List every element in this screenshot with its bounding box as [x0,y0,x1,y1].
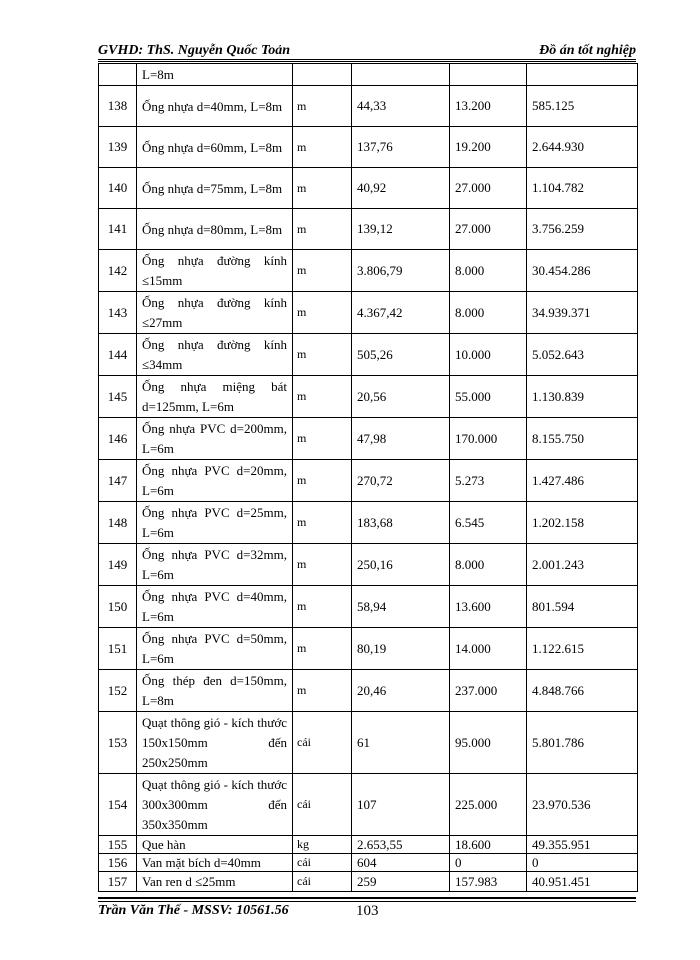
table-row [99,502,638,544]
item-amount: 0 [527,854,638,872]
item-name: Van mặt bích d=40mm [137,854,293,872]
row-number: 148 [99,502,137,544]
item-amount: 1.122.615 [527,628,638,670]
row-number: 138 [99,86,137,127]
item-quantity: 3.806,79 [352,250,450,292]
row-number: 142 [99,250,137,292]
item-unit: m [293,460,352,502]
item-quantity: 270,72 [352,460,450,502]
table-row [99,64,638,86]
table-row [99,86,638,127]
table-row [99,292,638,334]
item-unit: m [293,86,352,127]
item-amount: 1.104.782 [527,168,638,209]
item-name: Ống nhựa PVC d=25mm, L=6m [137,502,293,544]
item-amount: 30.454.286 [527,250,638,292]
item-unit: m [293,127,352,168]
item-name: Quạt thông gió - kích thước 150x150mm đến 250x250mm [137,712,293,774]
item-unit-price: 55.000 [450,376,527,418]
table-row [99,418,638,460]
row-number: 153 [99,712,137,774]
item-quantity: 40,92 [352,168,450,209]
item-unit-price: 6.545 [450,502,527,544]
item-name: Ống nhựa PVC d=50mm, L=6m [137,628,293,670]
table-row [99,670,638,712]
row-number [99,64,137,86]
item-amount: 4.848.766 [527,670,638,712]
item-quantity: 259 [352,872,450,892]
item-amount: 49.355.951 [527,836,638,854]
table-row [99,712,638,774]
item-unit: m [293,250,352,292]
item-name: Ống nhựa d=75mm, L=8m [137,168,293,209]
item-unit: m [293,544,352,586]
item-amount: 40.951.451 [527,872,638,892]
item-unit: m [293,334,352,376]
item-name: Ống nhựa đường kính ≤27mm [137,292,293,334]
item-name: Ống thép đen d=150mm, L=8m [137,670,293,712]
item-unit-price: 237.000 [450,670,527,712]
item-name: Ống nhựa đường kính ≤15mm [137,250,293,292]
row-number: 152 [99,670,137,712]
item-quantity: 139,12 [352,209,450,250]
item-quantity: 61 [352,712,450,774]
item-name: Que hàn [137,836,293,854]
item-unit: m [293,292,352,334]
table-row [99,250,638,292]
item-amount [527,64,638,86]
item-unit-price: 8.000 [450,292,527,334]
table-row [99,544,638,586]
item-name: Ống nhựa PVC d=200mm, L=6m [137,418,293,460]
item-amount: 2.001.243 [527,544,638,586]
item-quantity [352,64,450,86]
item-amount: 1.130.839 [527,376,638,418]
table-row [99,628,638,670]
item-unit: cái [293,712,352,774]
table-row [99,774,638,836]
table-row [99,127,638,168]
item-name: Quạt thông gió - kích thước 300x300mm đến 350x350mm [137,774,293,836]
item-name: Van ren d ≤25mm [137,872,293,892]
item-unit-price: 13.600 [450,586,527,628]
row-number: 155 [99,836,137,854]
item-amount: 801.594 [527,586,638,628]
item-amount: 23.970.536 [527,774,638,836]
item-unit-price: 27.000 [450,209,527,250]
row-number: 139 [99,127,137,168]
item-amount: 1.427.486 [527,460,638,502]
item-name: Ống nhựa đường kính ≤34mm [137,334,293,376]
item-name: Ống nhựa d=40mm, L=8m [137,86,293,127]
row-number: 147 [99,460,137,502]
item-amount: 8.155.750 [527,418,638,460]
item-amount: 3.756.259 [527,209,638,250]
item-unit: cái [293,854,352,872]
row-number: 151 [99,628,137,670]
row-number: 157 [99,872,137,892]
table-row [99,836,638,854]
row-number: 140 [99,168,137,209]
item-unit-price [450,64,527,86]
header-doc-type: Đồ án tốt nghiệp [539,43,636,58]
item-unit-price: 14.000 [450,628,527,670]
item-amount: 5.052.643 [527,334,638,376]
item-quantity: 47,98 [352,418,450,460]
item-unit: m [293,168,352,209]
item-unit-price: 95.000 [450,712,527,774]
item-amount: 1.202.158 [527,502,638,544]
item-quantity: 505,26 [352,334,450,376]
item-quantity: 58,94 [352,586,450,628]
header-rule [98,59,636,62]
item-unit: cái [293,872,352,892]
item-unit: m [293,376,352,418]
item-name: L=8m [137,64,293,86]
item-name: Ống nhựa PVC d=20mm, L=6m [137,460,293,502]
page-footer [98,902,636,922]
table-row [99,460,638,502]
item-amount: 5.801.786 [527,712,638,774]
item-unit: m [293,502,352,544]
item-unit-price: 8.000 [450,544,527,586]
item-unit-price: 8.000 [450,250,527,292]
table-row [99,376,638,418]
item-unit-price: 157.983 [450,872,527,892]
item-unit: m [293,418,352,460]
footer-rule [98,897,636,899]
item-unit-price: 10.000 [450,334,527,376]
cost-table [98,63,638,892]
header-advisor: GVHD: ThS. Nguyễn Quốc Toản [98,43,291,58]
item-unit-price: 13.200 [450,86,527,127]
table-row [99,586,638,628]
item-name: Ống nhựa miệng bát d=125mm, L=6m [137,376,293,418]
item-amount: 2.644.930 [527,127,638,168]
item-quantity: 183,68 [352,502,450,544]
table-row [99,334,638,376]
row-number: 143 [99,292,137,334]
row-number: 156 [99,854,137,872]
row-number: 150 [99,586,137,628]
table-row [99,872,638,892]
item-unit: m [293,209,352,250]
item-unit-price: 18.600 [450,836,527,854]
page-number: 103 [356,903,379,919]
row-number: 149 [99,544,137,586]
item-unit-price: 170.000 [450,418,527,460]
item-name: Ống nhựa d=60mm, L=8m [137,127,293,168]
table-row [99,168,638,209]
item-unit-price: 27.000 [450,168,527,209]
row-number: 146 [99,418,137,460]
item-unit: m [293,628,352,670]
row-number: 154 [99,774,137,836]
item-unit [293,64,352,86]
row-number: 145 [99,376,137,418]
item-quantity: 44,33 [352,86,450,127]
item-name: Ống nhựa PVC d=32mm, L=6m [137,544,293,586]
item-unit-price: 0 [450,854,527,872]
cost-table-body [99,64,638,892]
item-unit-price: 225.000 [450,774,527,836]
item-quantity: 20,46 [352,670,450,712]
item-quantity: 2.653,55 [352,836,450,854]
footer-author: Trần Văn Thế - MSSV: 10561.56 [98,903,289,918]
item-quantity: 604 [352,854,450,872]
item-unit: cái [293,774,352,836]
item-unit: m [293,586,352,628]
item-quantity: 20,56 [352,376,450,418]
item-amount: 585.125 [527,86,638,127]
row-number: 141 [99,209,137,250]
item-quantity: 250,16 [352,544,450,586]
item-amount: 34.939.371 [527,292,638,334]
table-row [99,209,638,250]
item-unit: m [293,670,352,712]
item-quantity: 80,19 [352,628,450,670]
item-unit-price: 19.200 [450,127,527,168]
item-name: Ống nhựa d=80mm, L=8m [137,209,293,250]
item-quantity: 107 [352,774,450,836]
item-unit: kg [293,836,352,854]
row-number: 144 [99,334,137,376]
item-quantity: 4.367,42 [352,292,450,334]
item-quantity: 137,76 [352,127,450,168]
item-unit-price: 5.273 [450,460,527,502]
table-row [99,854,638,872]
item-name: Ống nhựa PVC d=40mm, L=6m [137,586,293,628]
